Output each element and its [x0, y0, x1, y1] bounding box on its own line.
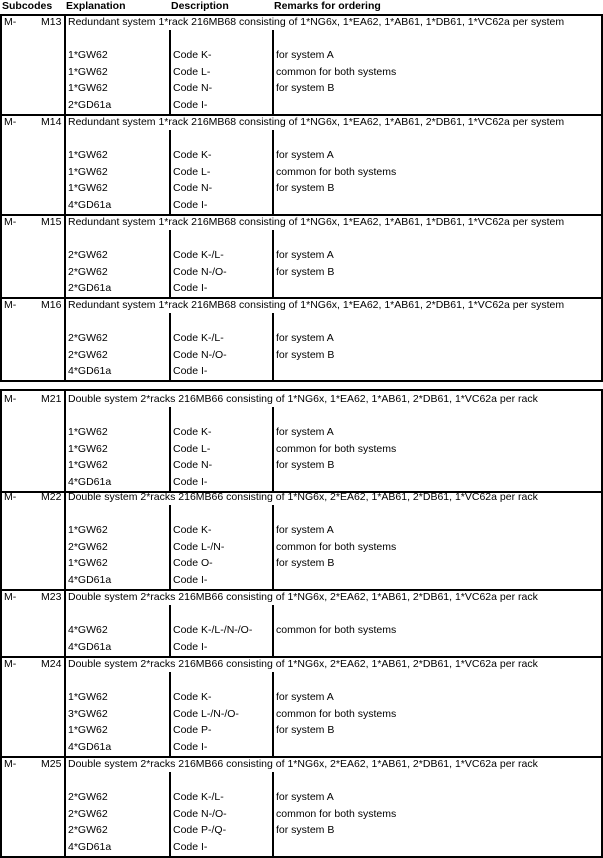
subcode-group — [0, 656, 603, 758]
row-description: Code N-/O- — [173, 808, 227, 820]
column-divider — [169, 30, 171, 114]
row-remarks: for system A — [276, 691, 334, 703]
row-description: Code L- — [173, 66, 211, 78]
row-remarks: for system B — [276, 824, 335, 836]
column-divider — [169, 672, 171, 756]
column-divider — [169, 605, 171, 656]
subcode-code: M16 — [41, 299, 62, 311]
group-title: Double system 2*racks 216MB66 consisting of 1*NG6x, 2*EA62, 1*AB61, 2*DB61, 1*VC62a per rack — [68, 658, 538, 670]
row-description: Code I- — [173, 99, 208, 111]
row-explanation: 1*GW62 — [68, 82, 108, 94]
group-title: Double system 2*racks 216MB66 consisting of 1*NG6x, 1*EA62, 1*AB61, 2*DB61, 1*VC62a per rack — [68, 393, 538, 405]
row-explanation: 2*GW62 — [68, 266, 108, 278]
row-explanation: 4*GD61a — [68, 476, 112, 488]
row-remarks: for system A — [276, 249, 334, 261]
subcode-prefix: M- — [4, 116, 17, 128]
column-divider — [64, 756, 66, 856]
row-description: Code K- — [173, 691, 212, 703]
group-title: Redundant system 1*rack 216MB68 consisting of 1*NG6x, 1*EA62, 1*AB61, 1*DB61, 1*VC62a per system — [68, 16, 565, 28]
header-explanation: Explanation — [66, 0, 126, 12]
row-remarks: common for both systems — [276, 541, 397, 553]
row-explanation: 1*GW62 — [68, 166, 108, 178]
column-divider — [272, 130, 274, 214]
row-explanation: 1*GW62 — [68, 459, 108, 471]
subcode-group — [0, 489, 603, 591]
subcode-prefix: M- — [4, 216, 17, 228]
subcode-prefix: M- — [4, 299, 17, 311]
subcode-code: M22 — [41, 491, 62, 503]
row-remarks: for system A — [276, 426, 334, 438]
row-description: Code I- — [173, 841, 208, 853]
group-title: Double system 2*racks 216MB66 consisting of 1*NG6x, 2*EA62, 1*AB61, 2*DB61, 1*VC62a per rack — [68, 491, 538, 503]
row-remarks: for system B — [276, 724, 335, 736]
column-divider — [169, 313, 171, 380]
subcode-prefix: M- — [4, 591, 17, 603]
row-explanation: 1*GW62 — [68, 149, 108, 161]
column-divider — [64, 297, 66, 380]
row-description: Code N- — [173, 182, 213, 194]
row-description: Code I- — [173, 282, 208, 294]
row-explanation: 4*GD61a — [68, 641, 112, 653]
subcode-group — [0, 114, 603, 216]
row-description: Code L-/N-/O- — [173, 708, 239, 720]
subcode-group — [0, 14, 603, 116]
row-remarks: for system B — [276, 266, 335, 278]
subcode-code: M25 — [41, 758, 62, 770]
subcode-code: M21 — [41, 393, 62, 405]
column-divider — [272, 313, 274, 380]
subcode-code: M15 — [41, 216, 62, 228]
row-explanation: 1*GW62 — [68, 724, 108, 736]
row-description: Code I- — [173, 641, 208, 653]
row-remarks: common for both systems — [276, 708, 397, 720]
row-explanation: 2*GW62 — [68, 541, 108, 553]
row-description: Code N-/O- — [173, 266, 227, 278]
row-explanation: 4*GD61a — [68, 365, 112, 377]
subcode-code: M14 — [41, 116, 62, 128]
row-description: Code N- — [173, 82, 213, 94]
row-description: Code K-/L-/N-/O- — [173, 624, 253, 636]
row-remarks: common for both systems — [276, 166, 397, 178]
subcode-prefix: M- — [4, 393, 17, 405]
row-explanation: 4*GD61a — [68, 741, 112, 753]
column-divider — [272, 672, 274, 756]
group-title: Redundant system 1*rack 216MB68 consisting of 1*NG6x, 1*EA62, 1*AB61, 2*DB61, 1*VC62a per system — [68, 116, 565, 128]
group-title: Double system 2*racks 216MB66 consisting of 1*NG6x, 2*EA62, 1*AB61, 2*DB61, 1*VC62a per rack — [68, 591, 538, 603]
column-divider — [169, 230, 171, 297]
row-remarks: for system A — [276, 49, 334, 61]
row-remarks: common for both systems — [276, 66, 397, 78]
subcode-prefix: M- — [4, 491, 17, 503]
row-explanation: 2*GW62 — [68, 808, 108, 820]
row-explanation: 1*GW62 — [68, 49, 108, 61]
column-divider — [169, 772, 171, 856]
row-explanation: 4*GD61a — [68, 199, 112, 211]
row-explanation: 1*GW62 — [68, 557, 108, 569]
row-description: Code L-/N- — [173, 541, 225, 553]
column-divider — [272, 30, 274, 114]
header-remarks: Remarks for ordering — [274, 0, 381, 12]
header-subcodes: Subcodes — [2, 0, 53, 12]
row-description: Code L- — [173, 166, 211, 178]
column-divider — [64, 14, 66, 114]
row-description: Code K- — [173, 49, 212, 61]
row-explanation: 1*GW62 — [68, 524, 108, 536]
column-divider — [64, 214, 66, 297]
subcode-prefix: M- — [4, 758, 17, 770]
row-remarks: for system A — [276, 332, 334, 344]
row-description: Code K- — [173, 426, 212, 438]
subcode-group — [0, 389, 603, 493]
subcode-group — [0, 214, 603, 299]
row-description: Code P-/Q- — [173, 824, 227, 836]
column-divider — [169, 505, 171, 589]
subcode-group — [0, 297, 603, 382]
subcode-group — [0, 756, 603, 858]
row-explanation: 3*GW62 — [68, 708, 108, 720]
row-explanation: 4*GW62 — [68, 624, 108, 636]
row-remarks: for system B — [276, 349, 335, 361]
row-explanation: 4*GD61a — [68, 841, 112, 853]
column-divider — [272, 407, 274, 491]
group-title: Double system 2*racks 216MB66 consisting of 1*NG6x, 2*EA62, 1*AB61, 2*DB61, 1*VC62a per rack — [68, 758, 538, 770]
row-remarks: common for both systems — [276, 808, 397, 820]
row-explanation: 1*GW62 — [68, 691, 108, 703]
row-description: Code K- — [173, 524, 212, 536]
row-description: Code I- — [173, 741, 208, 753]
column-divider — [272, 772, 274, 856]
row-description: Code L- — [173, 443, 211, 455]
group-title: Redundant system 1*rack 216MB68 consisting of 1*NG6x, 1*EA62, 1*AB61, 2*DB61, 1*VC62a per system — [68, 299, 565, 311]
row-explanation: 2*GW62 — [68, 349, 108, 361]
row-explanation: 2*GW62 — [68, 791, 108, 803]
subcode-code: M13 — [41, 16, 62, 28]
row-remarks: common for both systems — [276, 443, 397, 455]
row-remarks: common for both systems — [276, 624, 397, 636]
column-divider — [64, 114, 66, 214]
row-explanation: 2*GW62 — [68, 249, 108, 261]
row-explanation: 2*GD61a — [68, 99, 112, 111]
row-explanation: 2*GW62 — [68, 332, 108, 344]
row-description: Code K-/L- — [173, 791, 224, 803]
row-explanation: 1*GW62 — [68, 426, 108, 438]
row-description: Code N- — [173, 459, 213, 471]
row-description: Code K-/L- — [173, 249, 224, 261]
row-explanation: 1*GW62 — [68, 182, 108, 194]
row-remarks: for system B — [276, 82, 335, 94]
column-divider — [272, 505, 274, 589]
row-remarks: for system A — [276, 149, 334, 161]
header-description: Description — [171, 0, 229, 12]
subcode-code: M23 — [41, 591, 62, 603]
row-explanation: 2*GW62 — [68, 824, 108, 836]
column-divider — [272, 605, 274, 656]
column-divider — [64, 489, 66, 589]
row-description: Code K- — [173, 149, 212, 161]
row-description: Code I- — [173, 199, 208, 211]
row-remarks: for system A — [276, 524, 334, 536]
subcode-prefix: M- — [4, 16, 17, 28]
row-description: Code O- — [173, 557, 213, 569]
row-explanation: 1*GW62 — [68, 66, 108, 78]
column-divider — [64, 656, 66, 756]
row-description: Code I- — [173, 574, 208, 586]
row-remarks: for system B — [276, 557, 335, 569]
row-remarks: for system B — [276, 182, 335, 194]
column-divider — [64, 391, 66, 491]
row-explanation: 1*GW62 — [68, 443, 108, 455]
row-explanation: 2*GD61a — [68, 282, 112, 294]
subcode-group — [0, 589, 603, 658]
row-description: Code I- — [173, 476, 208, 488]
row-remarks: for system B — [276, 459, 335, 471]
column-divider — [169, 407, 171, 491]
row-description: Code I- — [173, 365, 208, 377]
subcode-prefix: M- — [4, 658, 17, 670]
column-divider — [169, 130, 171, 214]
subcode-code: M24 — [41, 658, 62, 670]
column-divider — [272, 230, 274, 297]
group-title: Redundant system 1*rack 216MB68 consisting of 1*NG6x, 1*EA62, 1*AB61, 1*DB61, 1*VC62a per system — [68, 216, 565, 228]
row-remarks: for system A — [276, 791, 334, 803]
row-description: Code N-/O- — [173, 349, 227, 361]
row-explanation: 4*GD61a — [68, 574, 112, 586]
row-description: Code P- — [173, 724, 212, 736]
column-divider — [64, 589, 66, 656]
row-description: Code K-/L- — [173, 332, 224, 344]
